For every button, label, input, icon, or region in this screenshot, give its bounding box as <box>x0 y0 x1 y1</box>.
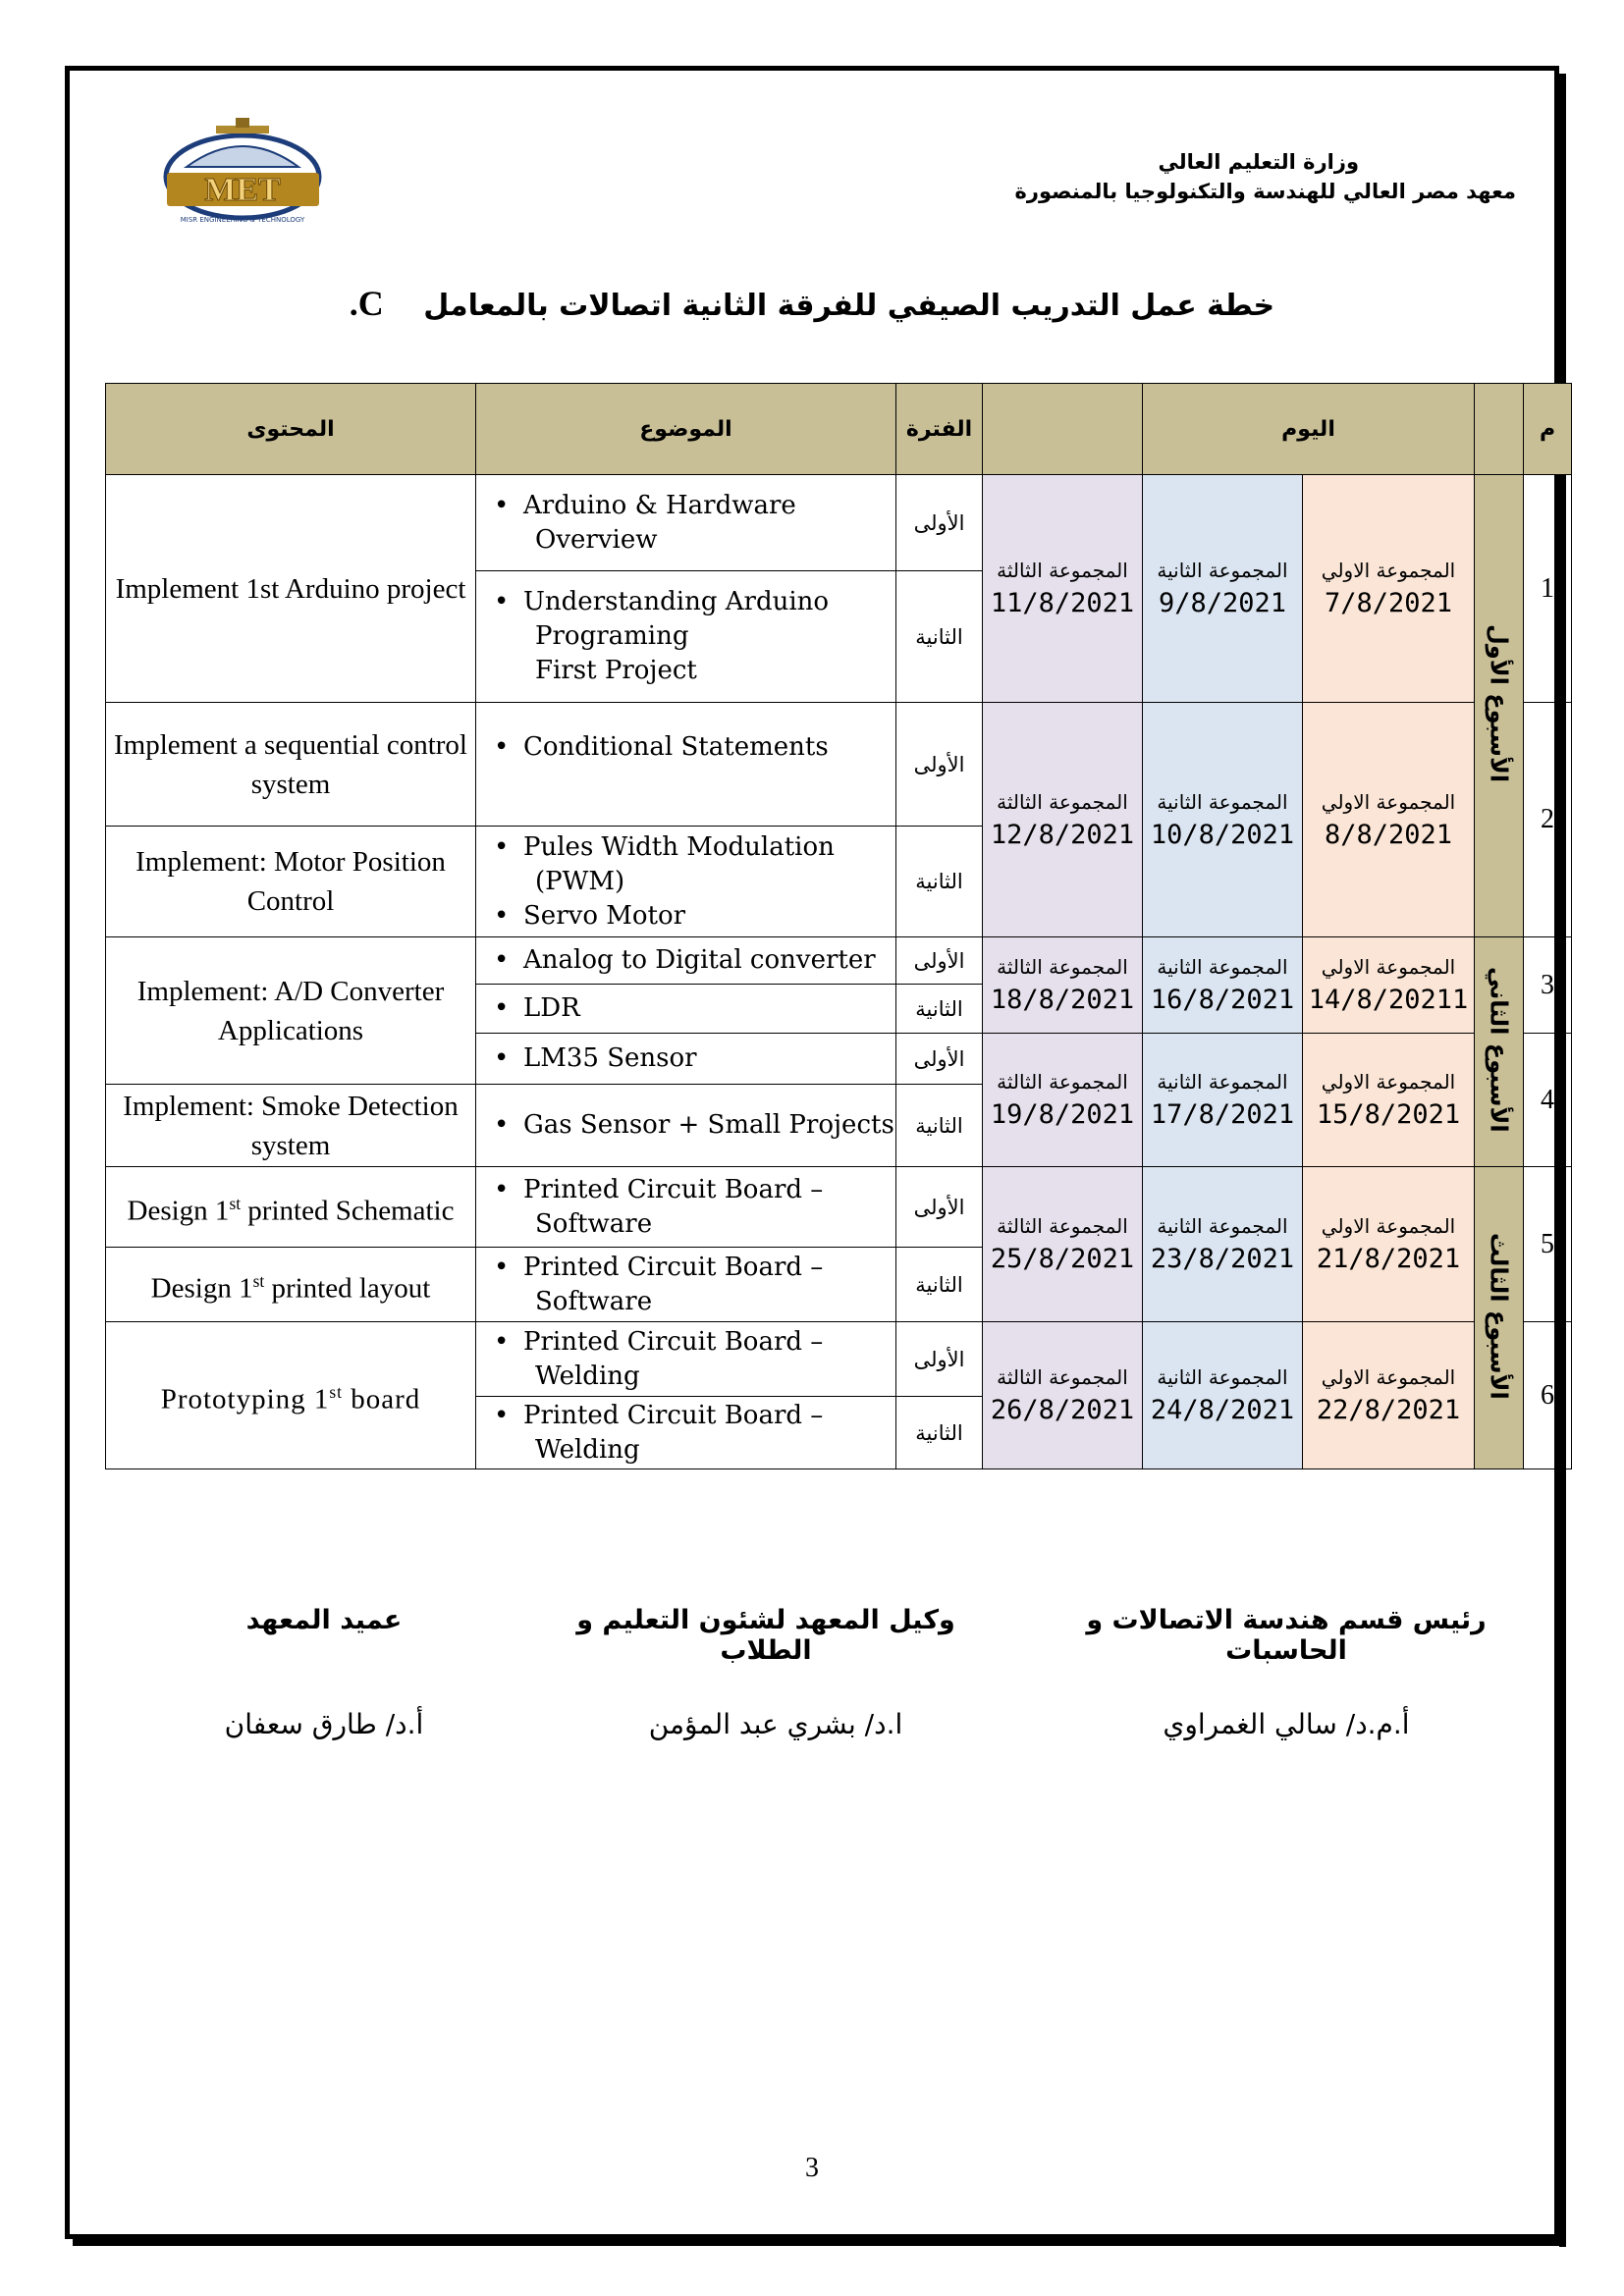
content-cell: Implement: Motor Position Control <box>106 827 476 937</box>
group2-date-cell: المجموعة الثانية 23/8/2021 <box>1143 1167 1303 1322</box>
content-cell: Implement: Smoke Detection system <box>106 1085 476 1167</box>
topic-cell: • Gas Sensor + Small Projects <box>476 1085 896 1167</box>
group1-date-cell: المجموعة الاولي 8/8/2021 <box>1303 703 1475 937</box>
group1-date-cell: المجموعة الاولي 21/8/2021 <box>1303 1167 1475 1322</box>
content-cell: Design 1st printed Schematic <box>106 1167 476 1248</box>
topic-cell: • Understanding Arduino Programing First Project <box>476 571 896 703</box>
week-label: الأسبوع الثاني <box>1475 937 1524 1167</box>
topic-cell: • Printed Circuit Board – Software <box>476 1248 896 1322</box>
topic-cell: • LDR <box>476 985 896 1034</box>
period-cell: الأولى <box>896 475 983 571</box>
svg-text:MET: MET <box>204 172 281 208</box>
period-cell: الثانية <box>896 1248 983 1322</box>
group2-date-cell: المجموعة الثانية 16/8/2021 <box>1143 937 1303 1034</box>
row-number: 2 <box>1524 703 1572 937</box>
period-cell: الثانية <box>896 985 983 1034</box>
vice-dean-name: ا.د/ بشري عبد المؤمن <box>648 1708 903 1740</box>
week-label: الأسبوع الثالث <box>1475 1167 1524 1469</box>
group2-date-cell: المجموعة الثانية 17/8/2021 <box>1143 1034 1303 1167</box>
period-cell: الثانية <box>896 571 983 703</box>
period-cell: الأولى <box>896 1167 983 1248</box>
header-institution <box>1015 147 1516 206</box>
content-cell: Implement: A/D Converter Applications <box>106 937 476 1085</box>
topic-cell: • Arduino & Hardware Overview <box>476 475 896 571</box>
frame-shadow-bottom <box>73 2239 1566 2246</box>
dean-title: عميد المعهد <box>245 1605 403 1635</box>
topic-cell: • Printed Circuit Board – Welding <box>476 1322 896 1397</box>
training-plan-table <box>105 383 1572 1469</box>
ministry-name: وزارة التعليم العالي <box>1158 150 1359 174</box>
header-num: م <box>1524 384 1572 475</box>
group1-date-cell: المجموعة الاولي 14/8/20211 <box>1303 937 1475 1034</box>
group3-date-cell: المجموعة الثالثة 11/8/2021 <box>983 475 1143 703</box>
table-row <box>106 1322 1572 1397</box>
group1-date-cell: المجموعة الاولي 22/8/2021 <box>1303 1322 1475 1469</box>
vice-dean-title: وكيل المعهد لشئون التعليم و الطلاب <box>576 1605 955 1666</box>
table-header-row <box>106 384 1572 475</box>
row-number: 6 <box>1524 1322 1572 1469</box>
title-text: خطة عمل التدريب الصيفي للفرقة الثانية اتصالات بالمعامل <box>423 289 1275 323</box>
page-number: 3 <box>805 2153 819 2183</box>
topic-cell: • Pules Width Modulation (PWM) • Servo Motor <box>476 827 896 937</box>
topic-cell: • LM35 Sensor <box>476 1034 896 1085</box>
content-cell: Design 1st printed layout <box>106 1248 476 1322</box>
institute-logo <box>157 116 329 234</box>
row-number: 1 <box>1524 475 1572 703</box>
group3-date-cell: المجموعة الثالثة 12/8/2021 <box>983 703 1143 937</box>
period-cell: الثانية <box>896 1397 983 1469</box>
dean-name: أ.د/ طارق سعفان <box>224 1708 424 1740</box>
content-cell: Implement 1st Arduino project <box>106 475 476 703</box>
period-cell: الثانية <box>896 827 983 937</box>
group2-date-cell: المجموعة الثانية 24/8/2021 <box>1143 1322 1303 1469</box>
group3-date-cell: المجموعة الثالثة 18/8/2021 <box>983 937 1143 1034</box>
topic-cell: • Analog to Digital converter <box>476 937 896 985</box>
section-marker: C. <box>349 284 384 323</box>
header-topic: الموضوع <box>476 384 896 475</box>
group3-date-cell: المجموعة الثالثة 19/8/2021 <box>983 1034 1143 1167</box>
period-cell: الثانية <box>896 1085 983 1167</box>
department-head-name: أ.م.د/ سالي الغمراوي <box>1163 1708 1410 1740</box>
topic-cell: • Printed Circuit Board – Software <box>476 1167 896 1248</box>
header-day: اليوم <box>1143 384 1475 475</box>
row-number: 5 <box>1524 1167 1572 1322</box>
topic-cell: • Conditional Statements <box>476 703 896 827</box>
content-cell: Prototyping 1st board <box>106 1322 476 1469</box>
group1-date-cell: المجموعة الاولي 15/8/2021 <box>1303 1034 1475 1167</box>
group3-date-cell: المجموعة الثالثة 25/8/2021 <box>983 1167 1143 1322</box>
group2-date-cell: المجموعة الثانية 10/8/2021 <box>1143 703 1303 937</box>
header-period: الفترة <box>896 384 983 475</box>
table-row <box>106 703 1572 827</box>
header-empty <box>983 384 1143 475</box>
institute-name: معهد مصر العالي للهندسة والتكنولوجيا بالمنصورة <box>1014 180 1516 203</box>
header-week <box>1475 384 1524 475</box>
content-cell: Implement a sequential control system <box>106 703 476 827</box>
period-cell: الأولى <box>896 937 983 985</box>
group2-date-cell: المجموعة الثانية 9/8/2021 <box>1143 475 1303 703</box>
department-head-title: رئيس قسم هندسة الاتصالات و الحاسبات <box>1086 1605 1487 1666</box>
page-title <box>0 283 1624 324</box>
group3-date-cell: المجموعة الثالثة 26/8/2021 <box>983 1322 1143 1469</box>
period-cell: الأولى <box>896 703 983 827</box>
table-row <box>106 1167 1572 1248</box>
row-number: 3 <box>1524 937 1572 1034</box>
period-cell: الأولى <box>896 1034 983 1085</box>
group1-date-cell: المجموعة الاولي 7/8/2021 <box>1303 475 1475 703</box>
svg-text:MISR ENGINEERING & TECHNOLOGY: MISR ENGINEERING & TECHNOLOGY <box>180 216 305 224</box>
header-content: المحتوى <box>106 384 476 475</box>
table-row <box>106 937 1572 985</box>
table-row <box>106 475 1572 571</box>
period-cell: الأولى <box>896 1322 983 1397</box>
week-label: الأسبوع الأول <box>1475 475 1524 937</box>
row-number: 4 <box>1524 1034 1572 1167</box>
topic-cell: • Printed Circuit Board – Welding <box>476 1397 896 1469</box>
